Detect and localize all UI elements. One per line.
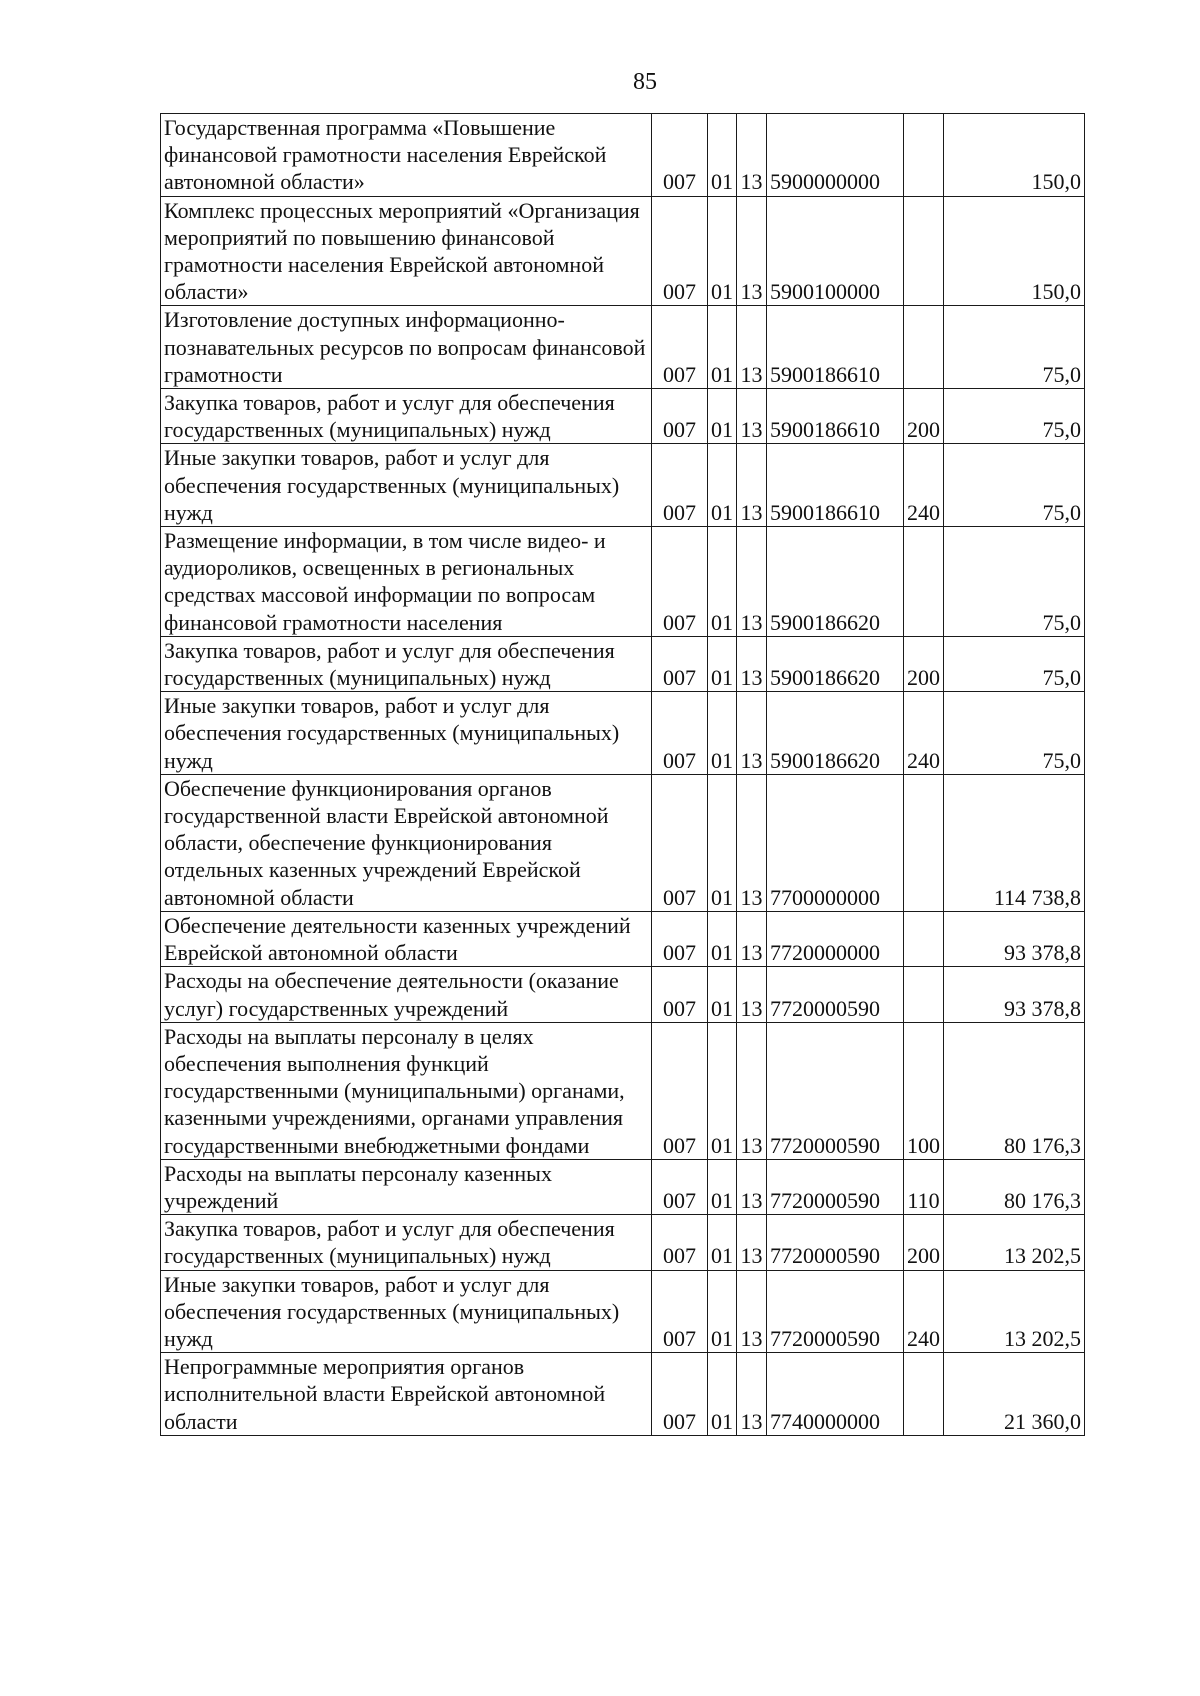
row-ministry-code-cell: 007 <box>652 1270 708 1353</box>
row-subsection-code-cell: 13 <box>737 911 767 966</box>
row-target-article-cell: 7720000590 <box>767 1022 904 1159</box>
row-name-cell: Размещение информации, в том числе видео- и аудиороликов, освещенных в региональных средствах массовой информации по вопросам финансовой грамотности населения <box>161 527 652 637</box>
row-target-article-cell: 7720000590 <box>767 967 904 1022</box>
table-row <box>161 527 1085 637</box>
budget-table-body <box>161 114 1085 1436</box>
row-ministry-code-cell: 007 <box>652 1022 708 1159</box>
row-target-article-cell: 7720000590 <box>767 1215 904 1270</box>
row-expense-type-cell: 240 <box>904 444 944 527</box>
table-row <box>161 967 1085 1022</box>
row-amount-cell: 75,0 <box>944 527 1085 637</box>
row-expense-type-cell: 240 <box>904 1270 944 1353</box>
row-ministry-code-cell: 007 <box>652 636 708 691</box>
row-section-code-cell: 01 <box>708 114 737 197</box>
row-amount-cell: 150,0 <box>944 114 1085 197</box>
row-ministry-code-cell: 007 <box>652 692 708 775</box>
row-name-cell: Иные закупки товаров, работ и услуг для обеспечения государственных (муниципальных) нужд <box>161 444 652 527</box>
row-subsection-code-cell: 13 <box>737 1022 767 1159</box>
row-expense-type-cell: 240 <box>904 692 944 775</box>
row-subsection-code-cell: 13 <box>737 692 767 775</box>
table-row <box>161 1022 1085 1159</box>
table-row <box>161 1215 1085 1270</box>
row-amount-cell: 13 202,5 <box>944 1215 1085 1270</box>
row-expense-type-cell: 100 <box>904 1022 944 1159</box>
row-ministry-code-cell: 007 <box>652 196 708 306</box>
row-target-article-cell: 5900100000 <box>767 196 904 306</box>
row-amount-cell: 75,0 <box>944 389 1085 444</box>
row-expense-type-cell: 200 <box>904 389 944 444</box>
row-amount-cell: 75,0 <box>944 306 1085 389</box>
row-section-code-cell: 01 <box>708 774 737 911</box>
row-target-article-cell: 7720000000 <box>767 911 904 966</box>
row-ministry-code-cell: 007 <box>652 1215 708 1270</box>
row-amount-cell: 13 202,5 <box>944 1270 1085 1353</box>
row-amount-cell: 93 378,8 <box>944 911 1085 966</box>
table-row <box>161 1159 1085 1214</box>
row-target-article-cell: 5900000000 <box>767 114 904 197</box>
row-target-article-cell: 5900186610 <box>767 389 904 444</box>
row-expense-type-cell: 200 <box>904 1215 944 1270</box>
table-row <box>161 636 1085 691</box>
row-ministry-code-cell: 007 <box>652 114 708 197</box>
row-section-code-cell: 01 <box>708 1215 737 1270</box>
table-row <box>161 911 1085 966</box>
row-expense-type-cell <box>904 911 944 966</box>
row-section-code-cell: 01 <box>708 636 737 691</box>
row-section-code-cell: 01 <box>708 196 737 306</box>
row-subsection-code-cell: 13 <box>737 774 767 911</box>
row-subsection-code-cell: 13 <box>737 967 767 1022</box>
table-row <box>161 306 1085 389</box>
table-row <box>161 1353 1085 1436</box>
row-target-article-cell: 5900186610 <box>767 444 904 527</box>
row-ministry-code-cell: 007 <box>652 444 708 527</box>
row-section-code-cell: 01 <box>708 967 737 1022</box>
row-name-cell: Расходы на выплаты персоналу в целях обеспечения выполнения функций государственными (муниципальными) органами, казенными учреждениями, органами управления государственными внебюджетными фондами <box>161 1022 652 1159</box>
row-expense-type-cell: 110 <box>904 1159 944 1214</box>
row-name-cell: Непрограммные мероприятия органов исполнительной власти Еврейской автономной области <box>161 1353 652 1436</box>
row-section-code-cell: 01 <box>708 1353 737 1436</box>
row-name-cell: Закупка товаров, работ и услуг для обеспечения государственных (муниципальных) нужд <box>161 1215 652 1270</box>
table-row <box>161 774 1085 911</box>
row-section-code-cell: 01 <box>708 1159 737 1214</box>
row-subsection-code-cell: 13 <box>737 1353 767 1436</box>
row-ministry-code-cell: 007 <box>652 389 708 444</box>
row-target-article-cell: 7720000590 <box>767 1270 904 1353</box>
row-target-article-cell: 7720000590 <box>767 1159 904 1214</box>
row-subsection-code-cell: 13 <box>737 444 767 527</box>
row-expense-type-cell <box>904 306 944 389</box>
row-expense-type-cell <box>904 527 944 637</box>
row-ministry-code-cell: 007 <box>652 911 708 966</box>
row-section-code-cell: 01 <box>708 1022 737 1159</box>
table-row <box>161 444 1085 527</box>
row-subsection-code-cell: 13 <box>737 196 767 306</box>
row-amount-cell: 80 176,3 <box>944 1022 1085 1159</box>
row-name-cell: Государственная программа «Повышение финансовой грамотности населения Еврейской автономной области» <box>161 114 652 197</box>
row-amount-cell: 75,0 <box>944 636 1085 691</box>
row-name-cell: Изготовление доступных информационно-познавательных ресурсов по вопросам финансовой грамотности <box>161 306 652 389</box>
row-amount-cell: 114 738,8 <box>944 774 1085 911</box>
row-section-code-cell: 01 <box>708 527 737 637</box>
row-expense-type-cell <box>904 1353 944 1436</box>
table-row <box>161 1270 1085 1353</box>
row-amount-cell: 75,0 <box>944 692 1085 775</box>
table-row <box>161 196 1085 306</box>
row-target-article-cell: 5900186610 <box>767 306 904 389</box>
row-subsection-code-cell: 13 <box>737 527 767 637</box>
row-name-cell: Обеспечение функционирования органов государственной власти Еврейской автономной области, обеспечение функционирования отдельных казенных учреждений Еврейской автономной области <box>161 774 652 911</box>
row-subsection-code-cell: 13 <box>737 389 767 444</box>
row-expense-type-cell <box>904 967 944 1022</box>
row-amount-cell: 21 360,0 <box>944 1353 1085 1436</box>
row-section-code-cell: 01 <box>708 1270 737 1353</box>
row-subsection-code-cell: 13 <box>737 1159 767 1214</box>
row-expense-type-cell: 200 <box>904 636 944 691</box>
row-target-article-cell: 7740000000 <box>767 1353 904 1436</box>
row-subsection-code-cell: 13 <box>737 1270 767 1353</box>
row-target-article-cell: 5900186620 <box>767 692 904 775</box>
row-name-cell: Обеспечение деятельности казенных учреждений Еврейской автономной области <box>161 911 652 966</box>
row-target-article-cell: 5900186620 <box>767 636 904 691</box>
row-target-article-cell: 5900186620 <box>767 527 904 637</box>
row-expense-type-cell <box>904 114 944 197</box>
row-name-cell: Иные закупки товаров, работ и услуг для обеспечения государственных (муниципальных) нужд <box>161 1270 652 1353</box>
row-section-code-cell: 01 <box>708 911 737 966</box>
page-number: 85 <box>633 69 657 95</box>
row-name-cell: Расходы на обеспечение деятельности (оказание услуг) государственных учреждений <box>161 967 652 1022</box>
row-name-cell: Закупка товаров, работ и услуг для обеспечения государственных (муниципальных) нужд <box>161 389 652 444</box>
row-subsection-code-cell: 13 <box>737 636 767 691</box>
row-expense-type-cell <box>904 774 944 911</box>
row-section-code-cell: 01 <box>708 306 737 389</box>
table-row <box>161 692 1085 775</box>
row-name-cell: Комплекс процессных мероприятий «Организация мероприятий по повышению финансовой грамотности населения Еврейской автономной области» <box>161 196 652 306</box>
row-amount-cell: 80 176,3 <box>944 1159 1085 1214</box>
row-subsection-code-cell: 13 <box>737 114 767 197</box>
row-ministry-code-cell: 007 <box>652 1159 708 1214</box>
row-amount-cell: 93 378,8 <box>944 967 1085 1022</box>
row-target-article-cell: 7700000000 <box>767 774 904 911</box>
row-expense-type-cell <box>904 196 944 306</box>
row-ministry-code-cell: 007 <box>652 1353 708 1436</box>
row-amount-cell: 150,0 <box>944 196 1085 306</box>
row-amount-cell: 75,0 <box>944 444 1085 527</box>
row-section-code-cell: 01 <box>708 389 737 444</box>
table-row <box>161 389 1085 444</box>
row-name-cell: Иные закупки товаров, работ и услуг для обеспечения государственных (муниципальных) нужд <box>161 692 652 775</box>
row-section-code-cell: 01 <box>708 692 737 775</box>
row-section-code-cell: 01 <box>708 444 737 527</box>
budget-table <box>160 113 1085 1436</box>
row-subsection-code-cell: 13 <box>737 306 767 389</box>
row-ministry-code-cell: 007 <box>652 774 708 911</box>
row-subsection-code-cell: 13 <box>737 1215 767 1270</box>
row-ministry-code-cell: 007 <box>652 967 708 1022</box>
table-row <box>161 114 1085 197</box>
row-ministry-code-cell: 007 <box>652 306 708 389</box>
row-name-cell: Расходы на выплаты персоналу казенных учреждений <box>161 1159 652 1214</box>
row-name-cell: Закупка товаров, работ и услуг для обеспечения государственных (муниципальных) нужд <box>161 636 652 691</box>
row-ministry-code-cell: 007 <box>652 527 708 637</box>
